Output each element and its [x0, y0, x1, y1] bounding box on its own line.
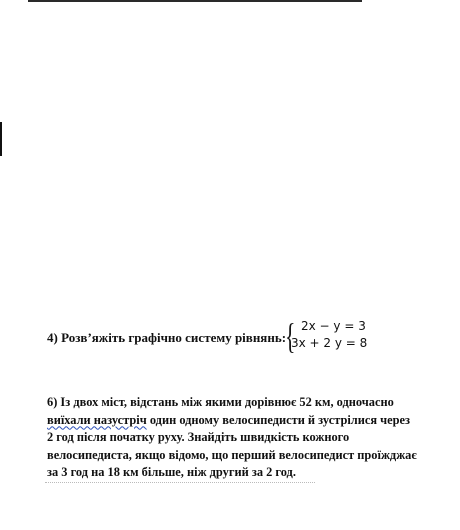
- text-cursor-mark: [0, 122, 2, 156]
- spellcheck-underlined-text: виїхали назустріч: [47, 412, 147, 427]
- task-6-line-4: велосипедиста, якщо відомо, що перший велосипедист проїжджає: [47, 447, 417, 462]
- equation-1: 2x − y = 3: [301, 319, 366, 333]
- task-6-line-2-rest: один одному велосипедисти й зустрілися через: [146, 412, 411, 427]
- task-6-line-1: 6) Із двох міст, відстань між якими дорівнює 52 км, одночасно: [47, 395, 394, 409]
- task-6-line-2: [47, 412, 447, 430]
- system-brace: {: [285, 316, 296, 356]
- task-6: [47, 394, 447, 482]
- bottom-rule: [45, 482, 315, 484]
- equation-2: 3x + 2 y = 8: [291, 336, 368, 350]
- task-4-prompt: 4) Розв’яжіть графічно систему рівнянь:: [47, 330, 287, 345]
- top-rule: [28, 0, 362, 2]
- task-6-line-3: 2 год після початку руху. Знайдіть швидкість кожного: [47, 430, 350, 445]
- task-4: [47, 318, 447, 358]
- task-6-line-5: за 3 год на 18 км більше, ніж другий за 2 год.: [47, 465, 296, 480]
